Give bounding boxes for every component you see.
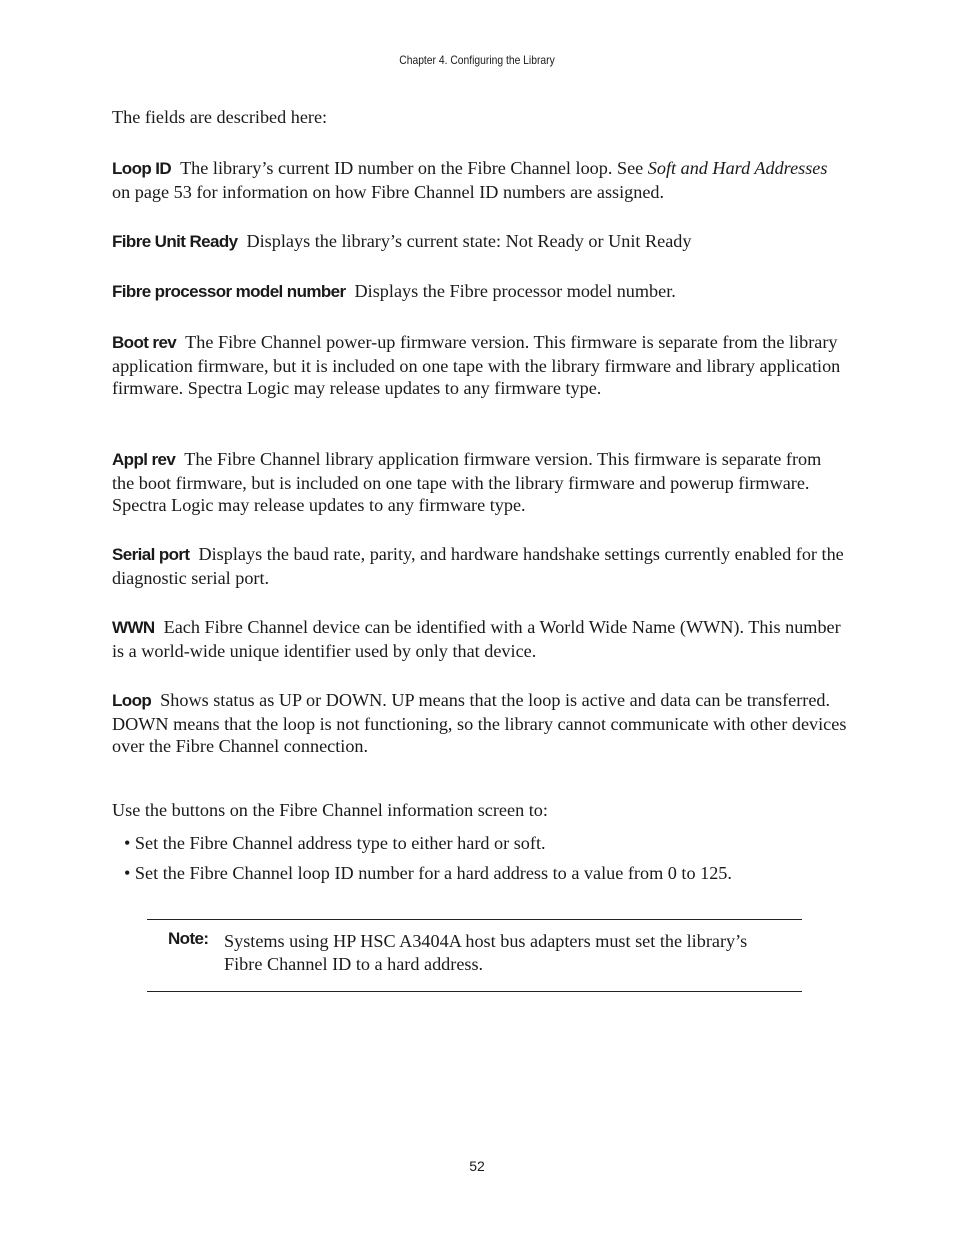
note-bottom-rule: [147, 991, 802, 992]
list-item: [124, 832, 844, 855]
field-term: Serial port: [112, 545, 190, 564]
bullet-glyph: •: [124, 833, 131, 853]
buttons-intro-text: Use the buttons on the Fibre Channel information screen to:: [112, 800, 548, 820]
field-term: Fibre processor model number: [112, 282, 346, 301]
field-description: Displays the library’s current state: Not Ready or Unit Ready: [246, 231, 692, 251]
field-term: Boot rev: [112, 333, 177, 352]
field-term: Loop ID: [112, 159, 172, 178]
field-description: The Fibre Channel power-up firmware version. This firmware is separate from the library application firmware, but it is included on one tape with the library firmware and library application firmware. Spectra Logic may release updates to any firmware type.: [112, 332, 841, 398]
field-term: Appl rev: [112, 450, 176, 469]
intro-text: The fields are described here:: [112, 107, 328, 127]
field-description: Shows status as UP or DOWN. UP means that the loop is active and data can be transferred. DOWN means that the loop is not functioning, so the library cannot communicate with other devices over the Fibre Channel connection.: [112, 690, 847, 756]
field-fibre-processor-model: [112, 280, 847, 304]
running-head: Chapter 4. Configuring the Library: [399, 53, 555, 67]
field-description: The library’s current ID number on the Fibre Channel loop. See: [180, 158, 648, 178]
field-description-cont: on page 53 for information on how Fibre Channel ID numbers are assigned.: [112, 181, 665, 202]
note-top-rule: [147, 919, 802, 920]
field-boot-rev: [112, 331, 847, 400]
note-label: Note:: [168, 929, 209, 948]
list-item-text: Set the Fibre Channel loop ID number for a hard address to a value from 0 to 125.: [134, 863, 732, 883]
field-serial-port: [112, 543, 847, 589]
field-loop-id: [112, 157, 847, 203]
list-item-text: Set the Fibre Channel address type to either hard or soft.: [134, 833, 546, 853]
page-number: 52: [469, 1158, 485, 1174]
field-term: Loop: [112, 691, 152, 710]
note-text: Systems using HP HSC A3404A host bus adapters must set the library’s Fibre Channel ID to a hard address.: [224, 931, 748, 974]
field-description: The Fibre Channel library application firmware version. This firmware is separate from the boot firmware, but is included on one tape with the library firmware and powerup firmware. Spectra Logic may release updates to any firmware type.: [112, 449, 822, 515]
field-term: Fibre Unit Ready: [112, 232, 238, 251]
field-fibre-unit-ready: [112, 230, 847, 254]
field-term: WWN: [112, 618, 155, 637]
cross-reference: Soft and Hard Addresses: [647, 158, 828, 178]
bullet-glyph: •: [124, 863, 131, 883]
list-item: [124, 862, 844, 885]
field-description: Displays the Fibre processor model number.: [354, 281, 676, 301]
field-wwn: [112, 616, 847, 662]
field-loop: [112, 689, 847, 758]
field-appl-rev: [112, 448, 847, 517]
field-description: Displays the baud rate, parity, and hardware handshake settings currently enabled for the diagnostic serial port.: [112, 544, 844, 588]
field-description: Each Fibre Channel device can be identified with a World Wide Name (WWN). This number is a world-wide unique identifier used by only that device.: [112, 617, 841, 661]
